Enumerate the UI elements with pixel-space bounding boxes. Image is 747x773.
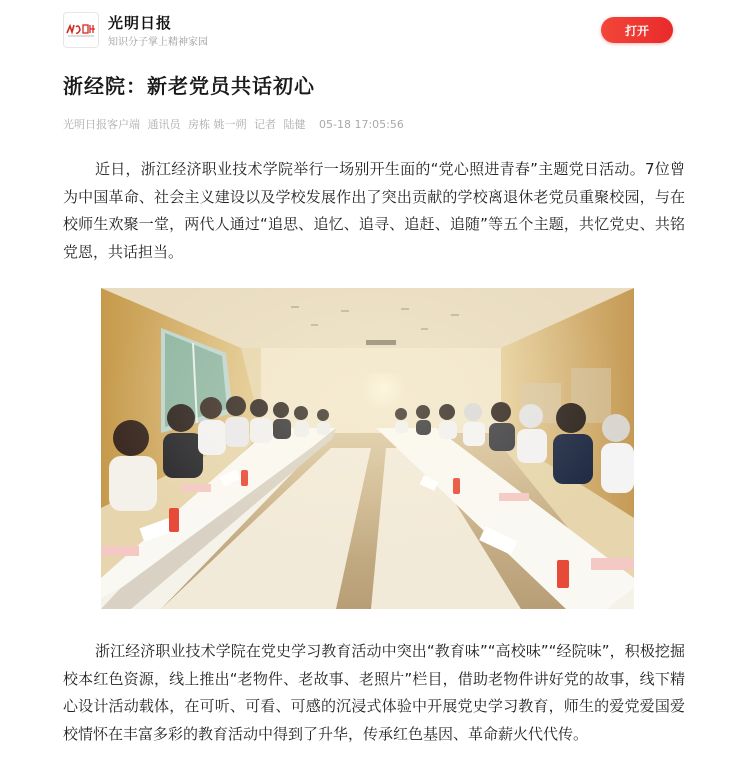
byline-journalist: 陆健 xyxy=(283,118,306,131)
guangming-daily-logo xyxy=(63,12,99,48)
logo-icon xyxy=(65,21,97,39)
app-banner xyxy=(0,0,747,58)
publish-time: 05-18 17:05:56 xyxy=(319,118,404,131)
byline-journalist-label: 记者 xyxy=(254,118,276,131)
byline-reporters-label: 通讯员 xyxy=(147,118,181,131)
article-byline xyxy=(63,116,408,132)
brand-name: 光明日报 xyxy=(108,14,173,32)
open-app-button[interactable]: 打开 xyxy=(601,17,673,43)
article-title: 浙经院：新老党员共话初心 xyxy=(63,74,315,98)
photo-illustration xyxy=(101,288,634,609)
byline-source[interactable]: 光明日报客户端 xyxy=(63,118,140,131)
article-paragraph: 浙江经济职业技术学院在党史学习教育活动中突出“教育味”“高校味”“经院味”，积极挖掘校本红色资源，线上推出“老物件、老故事、老照片”栏目，借助老物件讲好党的故事，线下精心设计活动载体，在可听、可看、可感的沉浸式体验中开展党史学习教育，师生的爱党爱国爱校情怀在丰富多彩的教育活动中得到了升华，传承红色基因、革命薪火代代传。 xyxy=(63,642,685,743)
byline-reporters: 房栋 姚一朔 xyxy=(188,118,247,131)
article-paragraph: 近日，浙江经济职业技术学院举行一场别开生面的“党心照进青春”主题党日活动。7位曾为中国革命、社会主义建设以及学校发展作出了突出贡献的学校离退休老党员重聚校园，与在校师生欢聚一堂，两代人通过“追思、追忆、追寻、追赶、追随”等五个主题，共忆党史、共铭党恩，共话担当。 xyxy=(63,160,685,261)
meeting-room-photo[interactable] xyxy=(101,288,634,609)
brand-slogan: 知识分子掌上精神家园 xyxy=(108,37,208,48)
